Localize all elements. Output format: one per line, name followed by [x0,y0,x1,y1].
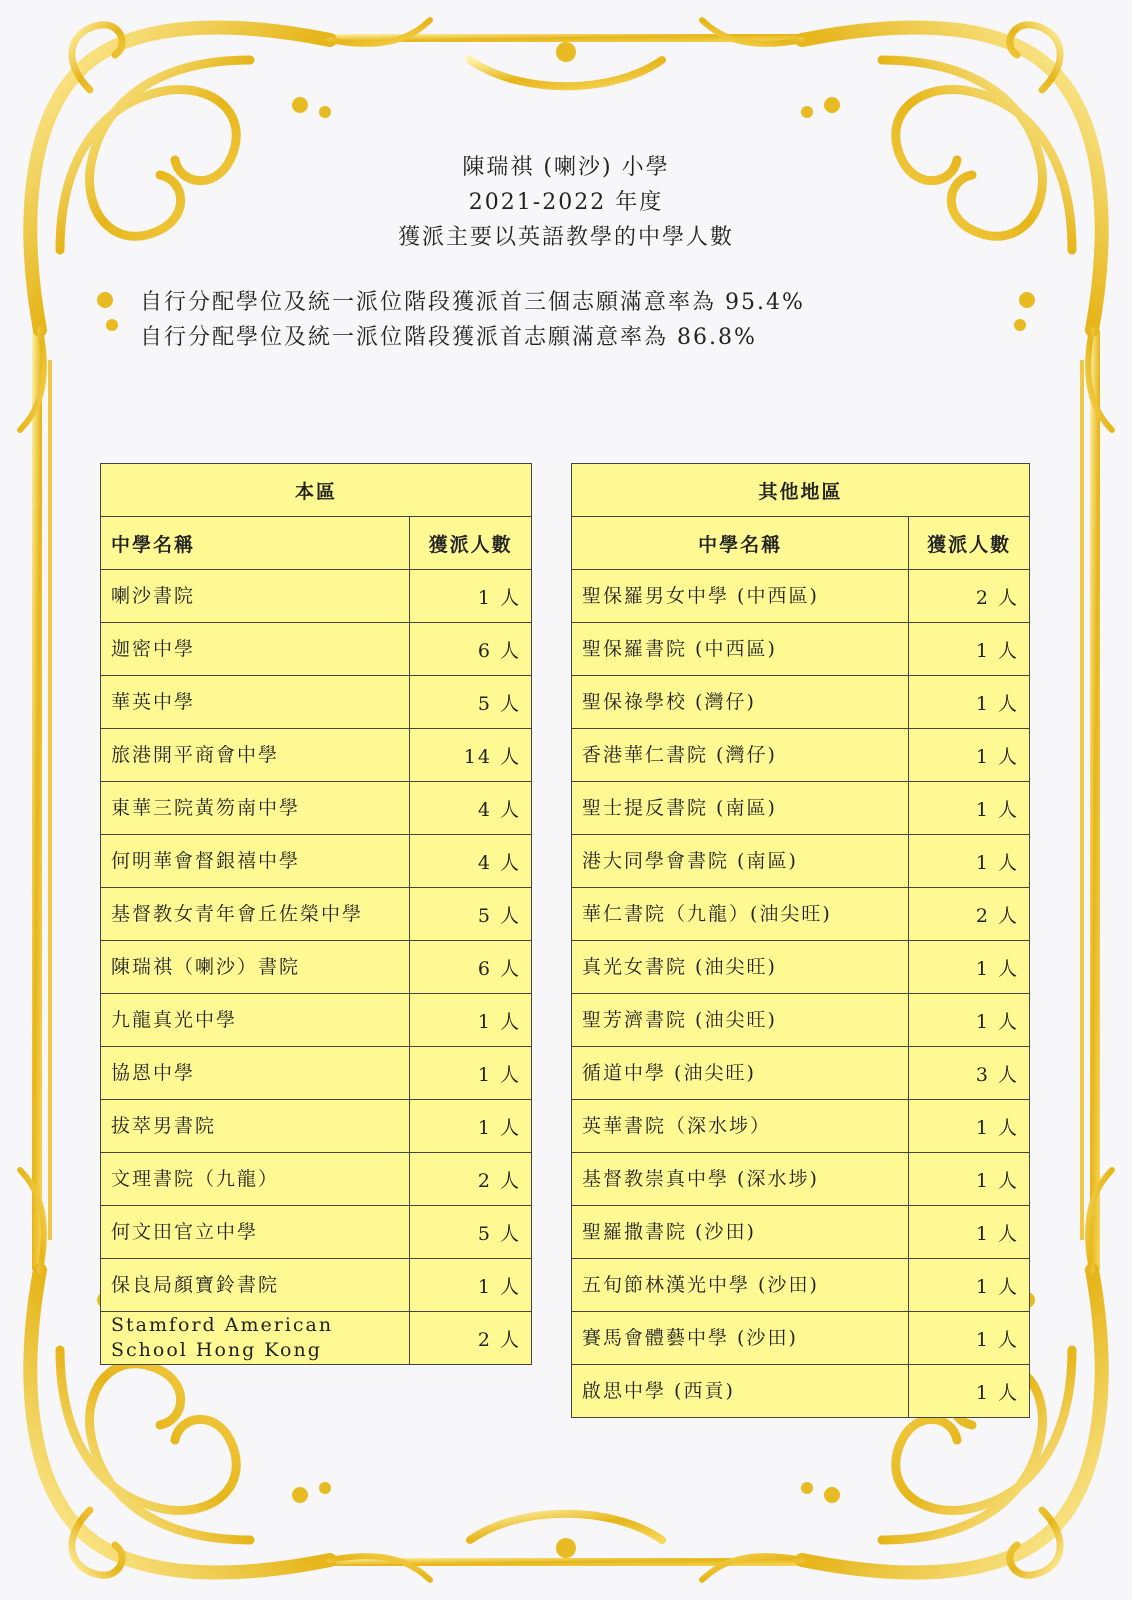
school-name-cell: 喇沙書院 [101,570,410,623]
school-name-cell: 聖保羅男女中學 (中西區) [572,570,909,623]
table-row [101,1047,532,1100]
allocated-count-cell: 1 人 [909,676,1030,729]
local-col-school-name: 中學名稱 [101,517,410,570]
school-name-cell: 旅港開平商會中學 [101,729,410,782]
table-row [572,1312,1030,1365]
school-name-cell: 賽馬會體藝中學 (沙田) [572,1312,909,1365]
other-table-body [572,570,1030,1418]
table-row [101,570,532,623]
table-row [101,888,532,941]
table-row [572,1259,1030,1312]
school-name-cell: 港大同學會書院 (南區) [572,835,909,888]
school-name-cell: Stamford American School Hong Kong [101,1312,410,1365]
allocated-count-cell: 4 人 [410,835,532,888]
local-table-title: 本區 [101,464,532,517]
allocated-count-cell: 2 人 [410,1312,532,1365]
school-name-cell: 真光女書院 (油尖旺) [572,941,909,994]
table-row [572,1365,1030,1418]
allocated-count-cell: 1 人 [410,994,532,1047]
table-row [572,1100,1030,1153]
allocated-count-cell: 14 人 [410,729,532,782]
allocated-count-cell: 1 人 [410,570,532,623]
school-name-cell: 聖保羅書院 (中西區) [572,623,909,676]
table-row [101,623,532,676]
allocated-count-cell: 1 人 [909,1100,1030,1153]
table-row [572,623,1030,676]
allocated-count-cell: 5 人 [410,676,532,729]
local-district-table [100,463,532,1365]
school-name-cell: 五旬節林漢光中學 (沙田) [572,1259,909,1312]
school-name-cell: 香港華仁書院 (灣仔) [572,729,909,782]
table-row [572,676,1030,729]
table-row [101,1312,532,1365]
school-name-cell: 聖保祿學校 (灣仔) [572,676,909,729]
school-name: 陳瑞祺 (喇沙) 小學 [462,155,670,180]
table-row [572,1153,1030,1206]
rate-top-three: 自行分配學位及統一派位階段獲派首三個志願滿意率為 95.4% [140,290,805,315]
other-districts-table [571,463,1030,1418]
allocated-count-cell: 1 人 [909,729,1030,782]
allocated-count-cell: 1 人 [410,1100,532,1153]
school-year: 2021-2022 年度 [468,190,664,215]
school-name-cell: 基督教女青年會丘佐榮中學 [101,888,410,941]
school-name-cell: 啟思中學 (西貢) [572,1365,909,1418]
allocated-count-cell: 1 人 [410,1259,532,1312]
school-name-cell: 聖羅撒書院 (沙田) [572,1206,909,1259]
school-name-cell: 保良局顏寶鈴書院 [101,1259,410,1312]
school-name-cell: 九龍真光中學 [101,994,410,1047]
school-name-cell: 東華三院黃笏南中學 [101,782,410,835]
allocated-count-cell: 1 人 [909,835,1030,888]
allocated-count-cell: 2 人 [410,1153,532,1206]
allocated-count-cell: 2 人 [909,570,1030,623]
school-name-cell: 循道中學 (油尖旺) [572,1047,909,1100]
school-name-cell: 聖芳濟書院 (油尖旺) [572,994,909,1047]
satisfaction-rates [140,285,805,355]
table-row [572,941,1030,994]
table-row [572,888,1030,941]
table-row [101,941,532,994]
school-name-cell: 陳瑞祺（喇沙）書院 [101,941,410,994]
school-name-cell: 何文田官立中學 [101,1206,410,1259]
allocated-count-cell: 6 人 [410,623,532,676]
school-name-cell: 華英中學 [101,676,410,729]
allocated-count-cell: 5 人 [410,888,532,941]
table-row [572,570,1030,623]
allocated-count-cell: 6 人 [410,941,532,994]
document-subtitle: 獲派主要以英語教學的中學人數 [397,225,734,250]
allocated-count-cell: 1 人 [909,1153,1030,1206]
table-row [101,835,532,888]
table-row [572,1047,1030,1100]
school-name-cell: 華仁書院（九龍）(油尖旺) [572,888,909,941]
other-table-title: 其他地區 [572,464,1030,517]
other-col-school-name: 中學名稱 [572,517,909,570]
allocated-count-cell: 1 人 [909,623,1030,676]
other-col-allocated-count: 獲派人數 [909,517,1030,570]
allocated-count-cell: 2 人 [909,888,1030,941]
table-row [101,1153,532,1206]
allocated-count-cell: 5 人 [410,1206,532,1259]
table-row [101,994,532,1047]
allocated-count-cell: 1 人 [909,1365,1030,1418]
table-row [101,676,532,729]
rate-first-choice: 自行分配學位及統一派位階段獲派首志願滿意率為 86.8% [140,325,757,350]
table-row [572,994,1030,1047]
allocated-count-cell: 1 人 [909,994,1030,1047]
allocated-count-cell: 1 人 [909,782,1030,835]
allocated-count-cell: 3 人 [909,1047,1030,1100]
school-name-cell: 迦密中學 [101,623,410,676]
allocated-count-cell: 1 人 [909,1259,1030,1312]
allocated-count-cell: 4 人 [410,782,532,835]
school-name-cell: 聖士提反書院 (南區) [572,782,909,835]
school-name-cell: 文理書院（九龍） [101,1153,410,1206]
allocated-count-cell: 1 人 [909,1312,1030,1365]
local-col-allocated-count: 獲派人數 [410,517,532,570]
table-row [101,1206,532,1259]
table-row [101,1100,532,1153]
allocated-count-cell: 1 人 [909,941,1030,994]
table-row [572,1206,1030,1259]
table-row [101,782,532,835]
school-name-cell: 英華書院（深水埗） [572,1100,909,1153]
table-row [101,1259,532,1312]
document-header [0,150,1132,255]
allocated-count-cell: 1 人 [410,1047,532,1100]
table-row [572,782,1030,835]
table-row [572,729,1030,782]
local-table-body [101,570,532,1365]
school-name-cell: 基督教崇真中學 (深水埗) [572,1153,909,1206]
school-name-cell: 協恩中學 [101,1047,410,1100]
allocated-count-cell: 1 人 [909,1206,1030,1259]
table-row [101,729,532,782]
table-row [572,835,1030,888]
school-name-cell: 何明華會督銀禧中學 [101,835,410,888]
school-name-cell: 拔萃男書院 [101,1100,410,1153]
